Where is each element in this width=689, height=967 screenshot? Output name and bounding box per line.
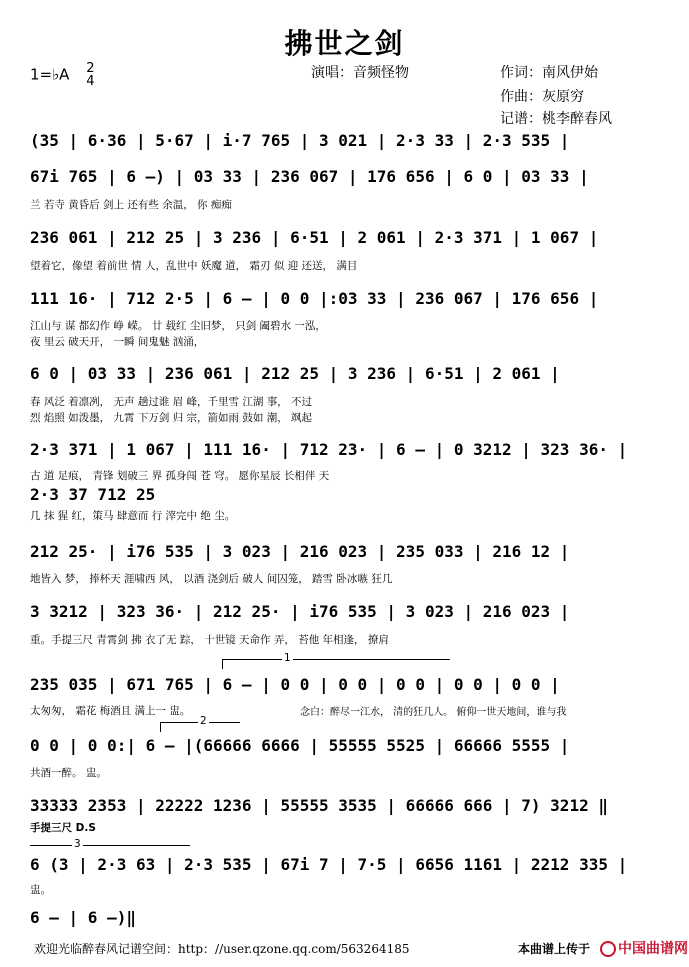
notation-line: 67i 765 | 6 –) | 03 33 | 236 067 | 176 656 | 6 0 | 03 33 | bbox=[30, 167, 589, 186]
lyric-line: 手提三尺 D.S bbox=[30, 822, 96, 834]
notation-line: 235 035 | 671 765 | 6 – | 0 0 | 0 0 | 0 0 | 0 0 | 0 0 | bbox=[30, 675, 560, 694]
notation-line: 6 – | 6 –)‖ bbox=[30, 908, 136, 927]
notation-line: 6 0 | 03 33 | 236 061 | 212 25 | 3 236 | 6·51 | 2 061 | bbox=[30, 364, 560, 383]
lyric-line: 共酒一醉。 盅。 bbox=[30, 767, 107, 779]
lyric-line: 烈 焰照 如泼墨， 九霄 下万剑 归 宗，箭如雨 鼓如 潮， 飒起 bbox=[30, 412, 313, 424]
notation-line: 6 (3 | 2·3 63 | 2·3 535 | 67i 7 | 7·5 | 6656 1161 | 2212 335 | bbox=[30, 855, 628, 874]
upload-note: 本曲谱上传于 bbox=[518, 942, 591, 956]
lyric-line: 兰 若寺 黄昏后 剑上 还有些 余温， 你 痴痴 bbox=[30, 199, 232, 211]
notation-line-alt: 2·3 37 712 25 bbox=[30, 485, 156, 504]
notation-line: 111 16· | 712 2·5 | 6 – | 0 0 |:03 33 | 236 067 | 176 656 | bbox=[30, 289, 599, 308]
song-title: 拂世之剑 bbox=[284, 27, 405, 60]
notation-line: 212 25· | i76 535 | 3 023 | 216 023 | 235 033 | 216 12 | bbox=[30, 542, 570, 561]
logo-text: 中国曲谱网 bbox=[618, 941, 688, 957]
volta-bracket-3 bbox=[30, 845, 190, 846]
key-signature bbox=[30, 62, 95, 88]
volta-bracket-1 bbox=[222, 659, 450, 660]
volta-number-1: 1 bbox=[284, 652, 291, 664]
volta-bracket-1-hook bbox=[222, 659, 223, 669]
volta-number-2: 2 bbox=[200, 715, 207, 727]
lyric-line: 地皆入 梦， 捧杯天 涯啸西 风， 以酒 浇剑后 破人 间囚笼， 踏雪 卧冰嗾 狂几 bbox=[30, 573, 393, 585]
notation-line: 2·3 371 | 1 067 | 111 16· | 712 23· | 6 – | 0 3212 | 323 36· | bbox=[30, 440, 628, 459]
lyric-line: 几 抹 猩 红，策马 肆意而 行 滓完中 绝 尘。 bbox=[30, 510, 236, 522]
lyric-line: 春 风泛 着凛冽， 无声 趟过谁 眉 峰，千里雪 江湖 事， 不过 bbox=[30, 396, 313, 408]
lyric-line: 望着它，像望 着前世 情 人，乱世中 妖魔 道， 霜刃 似 迎 还送， 满目 bbox=[30, 260, 358, 272]
lyric-line: 盅。 bbox=[30, 884, 51, 896]
lyric-line: 夜 里云 破天开， 一瞬 间鬼魅 汹涌， bbox=[30, 336, 205, 348]
volta-number-3: 3 bbox=[74, 838, 81, 850]
footer-credit: 欢迎光临醉春风记谱空间：http：//user.qzone.qq.com/563264185 bbox=[34, 942, 410, 956]
lyricist-credit: 作词：南风伊始 bbox=[500, 65, 598, 81]
notation-line: 236 061 | 212 25 | 3 236 | 6·51 | 2 061 | 2·3 371 | 1 067 | bbox=[30, 228, 599, 247]
logo-icon bbox=[600, 941, 616, 957]
time-sig-bottom: 4 bbox=[86, 74, 95, 89]
composer-credit: 作曲：灰原穷 bbox=[500, 89, 584, 105]
lyric-line: 古 道 足痕， 青锋 划破三 界 孤身闯 苍 穹。 愿你星辰 长相伴 天 bbox=[30, 470, 330, 482]
time-sig-top: 2 bbox=[86, 61, 95, 76]
notation-line: 0 0 | 0 0:| 6 – |(66666 6666 | 55555 5525 | 66666 5555 | bbox=[30, 736, 570, 755]
notation-line: (35 | 6·36 | 5·67 | i·7 765 | 3 021 | 2·3 33 | 2·3 535 | bbox=[30, 131, 570, 150]
narration-line: 念白：醉尽一江水， 清的狂几人。 俯仰一世天地间，谁与我 bbox=[300, 707, 567, 718]
notation-line: 33333 2353 | 22222 1236 | 55555 3535 | 66666 666 | 7) 3212 ‖ bbox=[30, 796, 608, 815]
time-signature bbox=[86, 62, 94, 88]
key-text: 1=♭A bbox=[30, 65, 70, 84]
lyric-line: 太匆匆， 霜花 梅酒且 满上一 盅。 bbox=[30, 705, 191, 717]
lyric-line: 江山与 谋 都幻作 峥 嵘。 廿 载红 尘旧梦， 只剑 阖碧水 一泓， bbox=[30, 320, 326, 332]
singer-credit: 演唱：音频怪物 bbox=[311, 65, 409, 81]
transcriber-credit: 记谱：桃李醉春风 bbox=[500, 111, 612, 127]
lyric-line: 重。手提三尺 青霄剑 拂 衣了无 踪， 十世镜 天命作 弄， 苔他 年相逢， 撩肩 bbox=[30, 634, 389, 646]
notation-line: 3 3212 | 323 36· | 212 25· | i76 535 | 3 023 | 216 023 | bbox=[30, 602, 570, 621]
site-logo bbox=[600, 938, 688, 958]
volta-bracket-2-hook bbox=[160, 722, 161, 732]
